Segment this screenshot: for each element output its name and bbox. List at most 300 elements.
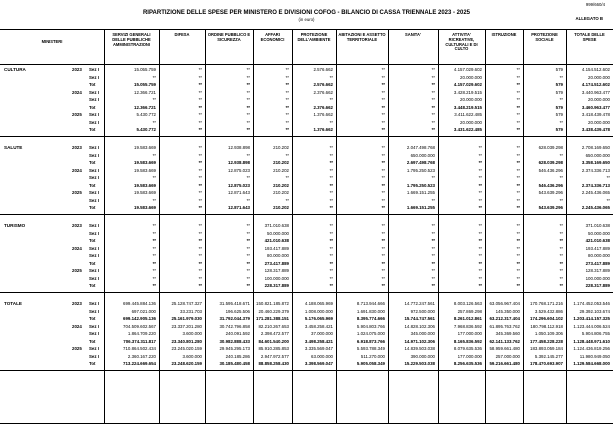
table-cell: ** [285, 74, 289, 80]
row-type-label: Tot [89, 338, 96, 344]
table-cell: 273.417.889 [585, 260, 610, 266]
table-cell: 12.366.721 [134, 89, 156, 95]
table-cell: 14.971.102.306 [404, 338, 435, 344]
table-cell: ** [198, 197, 202, 203]
table-cell: ** [198, 152, 202, 158]
table-cell: ** [285, 104, 289, 110]
table-cell: 4.154.512.602 [581, 67, 610, 72]
table-cell: ** [431, 67, 435, 72]
table-cell: ** [329, 175, 333, 180]
row-type-label: Sez I [89, 112, 100, 117]
table-cell: 3.438.439.478 [581, 127, 610, 132]
table-cell: 697.021.000 [131, 308, 156, 314]
table-cell: ** [431, 245, 435, 251]
table-cell: 20.000.000 [460, 74, 482, 80]
table-cell: ** [246, 283, 250, 288]
table-cell: 699.142.905.136 [123, 316, 156, 321]
table-cell: 371.010.638 [585, 223, 610, 228]
table-row [0, 282, 613, 290]
table-cell: ** [152, 152, 156, 158]
table-cell: ** [198, 145, 202, 150]
table-cell: 3.358.169.650 [581, 160, 610, 165]
table-cell: ** [198, 190, 202, 195]
table-cell: ** [329, 190, 333, 195]
table-row [0, 230, 613, 238]
table-cell: ** [329, 223, 333, 228]
table-cell: ** [198, 127, 202, 132]
table-cell: ** [516, 74, 520, 80]
table-cell: 1.128.448.971.610 [573, 338, 610, 344]
column-header: ABITAZIONI E ASSETTO TERRITORIALE [338, 32, 386, 42]
table-cell: 183.893.059.184 [530, 346, 563, 351]
table-row [0, 96, 613, 104]
table-cell: 3.600.000 [182, 353, 202, 359]
table-cell: 2.376.662 [313, 89, 333, 95]
table-cell: 210.202 [273, 190, 289, 195]
table-cell: ** [246, 127, 250, 132]
table-row [0, 338, 613, 346]
row-type-label: Sez I [89, 89, 100, 95]
table-cell: 2.245.436.065 [581, 205, 610, 210]
table-cell: 12.871.643 [228, 205, 250, 210]
table-cell: 80.000.000 [267, 253, 289, 258]
table-cell: ** [559, 74, 563, 80]
table-cell: 12.875.023 [228, 182, 250, 188]
table-cell: 3.498.258.421 [304, 338, 333, 344]
table-cell: 699.445.884.136 [123, 301, 156, 306]
table-cell: 61.895.763.762 [489, 323, 520, 329]
table-cell: ** [516, 190, 520, 195]
table-cell: ** [198, 268, 202, 273]
table-cell: 82.210.267.653 [258, 323, 289, 329]
table-cell: 579 [555, 67, 563, 72]
table-cell: ** [329, 152, 333, 158]
table-row [0, 300, 613, 308]
table-cell: 12.938.898 [228, 160, 250, 165]
table-cell: 100.000.000 [585, 275, 610, 281]
table-cell: 710.864.502.434 [123, 346, 156, 351]
table-cell: ** [559, 268, 563, 273]
table-cell: ** [152, 74, 156, 80]
table-cell: 84.601.540.200 [258, 338, 289, 344]
table-cell: ** [152, 119, 156, 125]
row-type-label: Sez I [89, 97, 100, 102]
table-cell: ** [329, 145, 333, 150]
table-cell: 62.141.133.762 [489, 338, 520, 344]
table-row [0, 353, 613, 361]
table-row [0, 275, 613, 283]
row-type-label: Sez I [89, 175, 100, 180]
row-type-label: Sez I [89, 152, 100, 158]
table-cell: ** [381, 127, 385, 132]
table-cell: 63.212.317.404 [489, 316, 520, 321]
table-cell: 15.744.747.561 [404, 316, 435, 321]
table-cell: 543.639.296 [538, 190, 563, 195]
table-cell: 128.317.889 [585, 268, 610, 273]
table-cell: 59.216.661.480 [489, 361, 520, 366]
table-cell: 5.392.145.277 [534, 353, 563, 359]
table-cell: 1.203.414.157.325 [573, 316, 610, 321]
table-cell: 4.157.029.602 [453, 82, 482, 87]
table-cell: 37.000.000 [311, 331, 333, 336]
table-cell: ** [381, 205, 385, 210]
table-cell: ** [559, 223, 563, 228]
table-cell: 345.369.560 [495, 331, 520, 336]
table-cell: 5.904.803.766 [356, 323, 385, 329]
section-separator [0, 370, 613, 371]
table-cell: ** [559, 245, 563, 251]
table-cell: 100.000.000 [264, 275, 289, 281]
table-cell: ** [381, 112, 385, 117]
table-cell: ** [246, 82, 250, 87]
table-cell: 19.583.669 [134, 167, 156, 173]
table-cell: ** [559, 175, 563, 180]
table-cell: ** [329, 160, 333, 165]
table-cell: 20.000.000 [588, 97, 610, 102]
table-cell: ** [516, 67, 520, 72]
table-cell: 23.337.201.280 [171, 323, 202, 329]
table-cell: ** [478, 160, 482, 165]
table-cell: 546.436.296 [538, 182, 563, 188]
row-type-label: Sez I [89, 301, 100, 306]
table-cell: 33.231.703 [180, 308, 202, 314]
table-row [0, 222, 613, 230]
table-cell: 150.821.185.872 [256, 301, 289, 306]
table-cell: 12.871.643 [228, 190, 250, 195]
table-cell: 2.374.336.713 [581, 167, 610, 173]
table-cell: ** [381, 145, 385, 150]
table-cell: ** [478, 238, 482, 243]
table-cell: 511.270.000 [360, 353, 385, 359]
table-cell: 3.460.963.477 [581, 104, 610, 110]
table-cell: 178.470.693.907 [530, 361, 563, 366]
table-cell: ** [152, 223, 156, 228]
table-cell: 228.317.889 [585, 283, 610, 288]
table-cell: 2.360.167.220 [127, 353, 156, 359]
table-cell: ** [152, 253, 156, 258]
table-cell: ** [431, 127, 435, 132]
table-cell: 23.248.620.159 [171, 361, 202, 366]
table-cell: ** [516, 160, 520, 165]
table-cell: 1.669.151.255 [406, 205, 435, 210]
table-cell: 706.374.311.817 [123, 338, 156, 344]
table-cell: 8.165.836.592 [453, 338, 482, 344]
column-header: ATTIVITA' RICREATIVE, CULTURALI E DI CULTO [445, 32, 478, 52]
table-cell: 20.000.000 [588, 74, 610, 80]
table-cell: ** [246, 104, 250, 110]
table-cell: ** [478, 167, 482, 173]
table-cell: 19.583.669 [134, 205, 156, 210]
table-cell: ** [559, 238, 563, 243]
table-cell: ** [285, 82, 289, 87]
table-cell: 14.828.102.306 [404, 323, 435, 329]
table-cell: 1.024.075.000 [356, 331, 385, 336]
table-cell: 2.697.498.768 [406, 160, 435, 165]
table-row [0, 89, 613, 97]
table-cell: 3.529.432.886 [534, 308, 563, 314]
table-cell: 1.864.709.220 [127, 331, 156, 336]
table-cell: 1.123.444.006.524 [573, 323, 610, 329]
table-cell: 1.691.830.000 [356, 308, 385, 314]
table-cell: ** [152, 175, 156, 180]
table-cell: 257.000.000 [495, 353, 520, 359]
table-cell: 210.202 [273, 205, 289, 210]
table-cell: 972.500.000 [410, 308, 435, 314]
table-cell: 19.583.669 [134, 145, 156, 150]
page-title: RIPARTIZIONE DELLE SPESE PER MINISTERO E DIVISIONI COFOG - BILANCIO DI CASSA TRIENNALE 2023 - 2025 [142, 10, 471, 16]
table-cell: ** [431, 82, 435, 87]
table-cell: 63.000.000 [311, 353, 333, 359]
table-cell: ** [329, 253, 333, 258]
table-cell: ** [516, 182, 520, 188]
table-cell: ** [559, 230, 563, 236]
table-cell: ** [246, 112, 250, 117]
table-cell: 2.047.498.768 [406, 145, 435, 150]
column-header: ISTRUZIONE [491, 32, 517, 37]
table-cell: 15.229.503.038 [404, 361, 435, 366]
table-cell: ** [198, 104, 202, 110]
table-cell: ** [516, 275, 520, 281]
table-cell: ** [381, 175, 385, 180]
table-cell: ** [381, 238, 385, 243]
table-cell: 12.366.721 [134, 104, 156, 110]
table-cell: ** [431, 74, 435, 80]
table-cell: ** [329, 238, 333, 243]
table-cell: ** [198, 275, 202, 281]
table-row [0, 204, 613, 212]
row-type-label: Tot [89, 260, 96, 266]
table-cell: 3.431.622.485 [453, 127, 482, 132]
table-cell: ** [246, 253, 250, 258]
table-cell: 12.875.023 [228, 167, 250, 173]
table-cell: ** [152, 238, 156, 243]
table-cell: 3.418.439.478 [581, 112, 610, 117]
table-cell: ** [246, 268, 250, 273]
table-cell: ** [559, 197, 563, 203]
table-cell: 713.224.669.654 [123, 361, 156, 366]
table-cell: 1.795.250.523 [406, 167, 435, 173]
table-cell: ** [559, 283, 563, 288]
row-type-label: Sez I [89, 323, 100, 329]
table-cell: 579 [555, 89, 563, 95]
table-cell: ** [431, 89, 435, 95]
table-cell: 628.039.298 [538, 160, 563, 165]
table-row [0, 189, 613, 197]
year-label: 2023 [72, 223, 82, 228]
row-type-label: Tot [89, 238, 96, 243]
table-cell: 193.417.889 [585, 245, 610, 251]
table-cell: 650.000.000 [585, 152, 610, 158]
table-cell: ** [152, 268, 156, 273]
table-cell: ** [381, 283, 385, 288]
table-cell: ** [478, 245, 482, 251]
table-cell: 20.460.229.379 [258, 308, 289, 314]
table-cell: ** [431, 175, 435, 180]
table-cell: ** [246, 152, 250, 158]
table-row [0, 345, 613, 353]
table-cell: ** [516, 167, 520, 173]
section-name: SALUTE [4, 145, 23, 150]
year-label: 2024 [72, 323, 82, 329]
table-cell: ** [198, 89, 202, 95]
table-cell: ** [381, 197, 385, 203]
table-cell: 8.395.774.666 [356, 316, 385, 321]
table-cell: ** [516, 152, 520, 158]
table-cell: ** [381, 97, 385, 102]
table-cell: 240.185.286 [225, 353, 250, 359]
table-cell: 145.350.000 [495, 308, 520, 314]
column-header: PROTEZIONE SOCIALE [531, 32, 558, 42]
table-cell: 5.430.772 [136, 127, 156, 132]
table-cell: 177.000.000 [457, 353, 482, 359]
table-cell: ** [431, 260, 435, 266]
table-cell: ** [246, 74, 250, 80]
table-row [0, 252, 613, 260]
table-cell: ** [198, 260, 202, 266]
table-cell: ** [198, 119, 202, 125]
table-cell: 3.398.569.047 [304, 361, 333, 366]
table-cell: ** [246, 197, 250, 203]
table-cell: ** [246, 119, 250, 125]
table-bottom-rule [0, 423, 613, 424]
table-cell: 8.713.944.666 [356, 301, 385, 306]
table-cell: ** [431, 104, 435, 110]
annex-label: ALLEGATO B [575, 16, 603, 21]
table-cell: ** [478, 253, 482, 258]
table-cell: ** [381, 104, 385, 110]
table-cell: ** [381, 182, 385, 188]
table-cell: ** [478, 260, 482, 266]
table-cell: ** [198, 245, 202, 251]
table-cell: ** [431, 253, 435, 258]
table-cell: ** [198, 82, 202, 87]
table-cell: ** [559, 260, 563, 266]
table-cell: ** [381, 230, 385, 236]
year-label: 2024 [72, 89, 82, 95]
table-cell: ** [516, 175, 520, 180]
table-cell: 50.000.000 [588, 230, 610, 236]
table-cell: 15.055.759 [134, 82, 156, 87]
table-row [0, 152, 613, 160]
table-cell: ** [381, 160, 385, 165]
table-cell: 2.376.662 [313, 104, 333, 110]
table-cell: ** [559, 119, 563, 125]
table-cell: ** [381, 89, 385, 95]
table-cell: 1.795.250.523 [406, 182, 435, 188]
table-cell: ** [198, 253, 202, 258]
table-cell: 3.428.219.515 [453, 89, 482, 95]
table-cell: ** [198, 283, 202, 288]
table-cell: ** [559, 253, 563, 258]
unit-label: (in euro) [298, 17, 315, 22]
table-cell: ** [198, 223, 202, 228]
table-cell: ** [431, 283, 435, 288]
table-cell: ** [198, 182, 202, 188]
table-row [0, 81, 613, 89]
table-cell: ** [246, 275, 250, 281]
section-name: TURISMO [4, 223, 26, 228]
table-cell: 704.509.602.567 [123, 323, 156, 329]
table-cell: 3.458.258.421 [304, 323, 333, 329]
table-cell: 4.157.029.602 [453, 67, 482, 72]
row-type-label: Tot [89, 361, 96, 366]
section-name: TOTALE [4, 301, 22, 306]
row-type-label: Sez I [89, 190, 100, 195]
table-cell: ** [285, 119, 289, 125]
table-cell: 3.411.622.485 [454, 112, 482, 117]
table-cell: 2.576.662 [313, 82, 333, 87]
table-cell: ** [152, 230, 156, 236]
table-cell: ** [559, 97, 563, 102]
table-cell: ** [152, 97, 156, 102]
table-cell: ** [478, 275, 482, 281]
table-cell: 1.124.436.819.256 [573, 346, 610, 351]
row-type-label: Sez I [89, 67, 100, 72]
table-cell: ** [381, 190, 385, 195]
table-row [0, 144, 613, 152]
table-cell: ** [329, 197, 333, 203]
table-cell: 20.000.000 [460, 119, 482, 125]
table-cell: 579 [555, 104, 563, 110]
table-cell: 628.039.298 [538, 145, 563, 150]
table-cell: ** [516, 145, 520, 150]
table-cell: ** [381, 67, 385, 72]
table-cell: 3.600.000 [182, 331, 202, 336]
table-row [0, 74, 613, 82]
table-cell: ** [198, 238, 202, 243]
table-cell: 2.947.972.577 [260, 353, 289, 359]
table-cell: 4.174.512.602 [581, 82, 610, 87]
table-cell: ** [285, 127, 289, 132]
table-cell: 14.772.247.561 [404, 301, 435, 306]
table-cell: 88.858.258.430 [258, 361, 289, 366]
table-cell: 20.000.000 [588, 119, 610, 125]
table-cell: 14.839.503.038 [404, 346, 435, 351]
table-cell: ** [329, 167, 333, 173]
table-cell: 1.129.584.668.000 [573, 361, 610, 366]
column-header: MINISTERI [41, 39, 63, 44]
table-row [0, 182, 613, 190]
table-cell: ** [381, 253, 385, 258]
column-header: PROTEZIONE DELL'AMBIENTE [297, 32, 331, 42]
table-cell: ** [516, 238, 520, 243]
table-cell: 128.317.889 [264, 268, 289, 273]
table-cell: 12.938.898 [228, 145, 250, 150]
table-cell: 579 [555, 82, 563, 87]
table-cell: 177.000.000 [457, 331, 482, 336]
table-cell: 5.430.772 [136, 112, 156, 117]
column-header: DIFESA [174, 32, 190, 37]
table-cell: 579 [555, 127, 563, 132]
section-separator [0, 214, 613, 215]
table-cell: 228.317.889 [264, 283, 289, 288]
column-header: AFFARI ECONOMICI [260, 32, 285, 42]
table-cell: ** [381, 82, 385, 87]
table-cell: ** [516, 260, 520, 266]
table-cell: 1.174.452.053.546 [573, 301, 610, 306]
table-cell: ** [606, 175, 610, 180]
table-cell: 1.376.662 [313, 112, 333, 117]
table-cell: ** [381, 152, 385, 158]
table-cell: 240.091.592 [225, 331, 250, 336]
table-cell: ** [478, 223, 482, 228]
table-cell: 180.798.112.918 [530, 323, 563, 329]
header-bottom-rule [0, 64, 613, 65]
table-row [0, 167, 613, 175]
section-separator [0, 136, 613, 137]
table-cell: 210.202 [273, 160, 289, 165]
table-row [0, 237, 613, 245]
